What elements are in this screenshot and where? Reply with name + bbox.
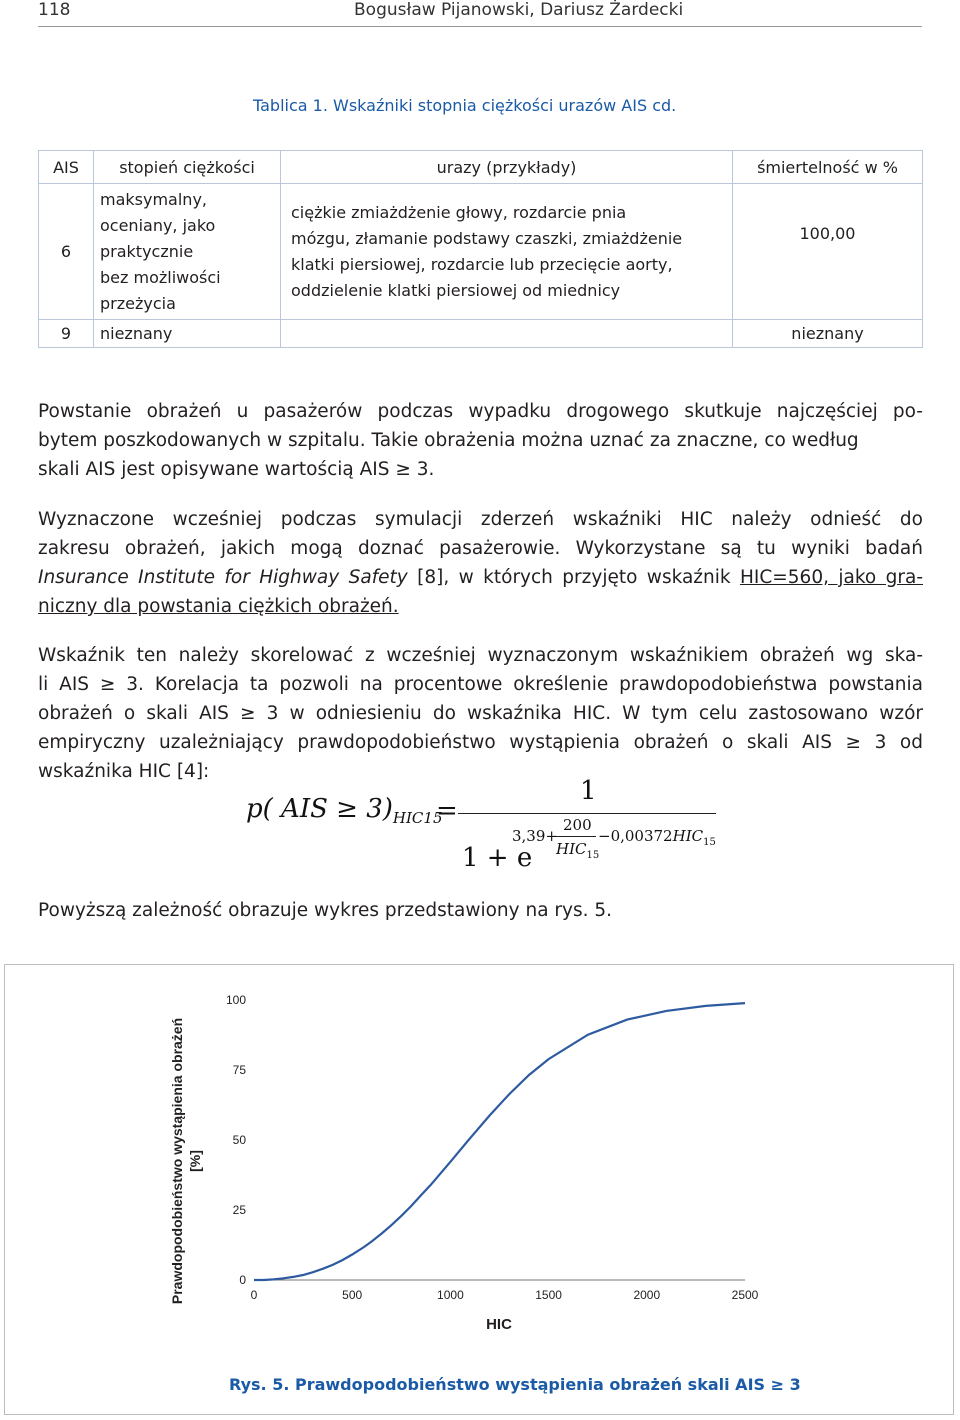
- y-tick-label: 0: [239, 1273, 246, 1287]
- y-axis-label-unit: [%]: [187, 1150, 203, 1172]
- x-tick-label: 500: [342, 1288, 363, 1302]
- text-line: obrażeń o skali AIS ≥ 3 w odniesieniu do wskaźnika HIC. W tym celu zastosowano wzór: [38, 703, 923, 724]
- text-line: Wyznaczone wcześniej podczas symulacji zderzeń wskaźniki HIC należy odnieść do: [38, 509, 923, 530]
- x-tick-label: 1000: [437, 1288, 464, 1302]
- severity-line: maksymalny,: [100, 189, 207, 209]
- table-caption: Tablica 1. Wskaźniki stopnia ciężkości urazów AIS cd.: [253, 96, 677, 115]
- exp-right-var: HIC: [672, 827, 704, 845]
- series-line: [254, 1003, 745, 1280]
- text-line: [38, 592, 923, 621]
- table-header-row: [39, 151, 923, 184]
- underlined-text: HIC=560, jako gra-: [740, 567, 923, 588]
- formula-lhs-sub: HIC15: [392, 809, 443, 828]
- x-tick-label: 2000: [633, 1288, 661, 1302]
- formula-exp-frac-num: 200: [563, 816, 592, 834]
- text-fragment: [8], w których przyjęto wskaźnik: [407, 567, 740, 588]
- header-divider: [38, 26, 922, 27]
- y-tick-label: 75: [232, 1063, 246, 1077]
- text-line: wskaźnika HIC [4]:: [38, 761, 210, 782]
- text-line: empiryczny uzależniający prawdopodobieństwo wystąpienia obrażeń o skali AIS ≥ 3 od: [38, 732, 923, 753]
- exp-den-text: HIC: [556, 840, 587, 858]
- exp-right-text: −0,00372: [598, 827, 673, 845]
- col-header-injuries: urazy (przykłady): [281, 151, 733, 184]
- cell-ais: 6: [39, 184, 94, 320]
- cell-mortality: nieznany: [733, 320, 923, 348]
- fraction-bar: [458, 813, 716, 814]
- severity-line: bez możliwości: [100, 267, 221, 287]
- underlined-text: niczny dla powstania ciężkich obrażeń.: [38, 596, 399, 617]
- formula-lhs: [246, 794, 443, 827]
- figure-frame: [4, 964, 954, 1415]
- injuries-line: ciężkie zmiażdżenie głowy, rozdarcie pnia: [291, 202, 627, 222]
- table-row: [39, 184, 923, 320]
- y-axis-label: [169, 1018, 203, 1304]
- injuries-line: mózgu, złamanie podstawy czaszki, zmiażdżenie: [291, 228, 683, 248]
- x-axis-label: HIC: [486, 1316, 512, 1333]
- probability-chart: [5, 965, 953, 1414]
- y-tick-label: 25: [232, 1203, 246, 1217]
- y-axis-label-line: Prawdopodobieństwo wystąpienia obrażeń: [169, 1017, 185, 1305]
- cell-injuries: [281, 320, 733, 348]
- severity-line: praktycznie: [100, 241, 194, 261]
- text-line: Wskaźnik ten należy skorelować z wcześniej wyznaczonym wskaźnikiem obrażeń wg ska-: [38, 645, 923, 666]
- formula-numerator: 1: [580, 776, 597, 806]
- injuries-line: klatki piersiowej, rozdarcie lub przecięcie aorty,: [291, 254, 673, 274]
- formula-exp-frac-den: [556, 840, 599, 861]
- text-line: bytem poszkodowanych w szpitalu. Takie obrażenia można uznać za znaczne, co według: [38, 430, 859, 451]
- cell-mortality: 100,00: [733, 184, 923, 320]
- col-header-ais: AIS: [39, 151, 94, 184]
- ais-table: [38, 150, 923, 348]
- col-header-mortality: śmiertelność w %: [733, 151, 923, 184]
- severity-line: oceniany, jako: [100, 215, 216, 235]
- text-line: Powstanie obrażeń u pasażerów podczas wypadku drogowego skutkuje najczęściej po-: [38, 401, 923, 422]
- col-header-severity: stopień ciężkości: [94, 151, 281, 184]
- cell-severity: [94, 184, 281, 320]
- y-tick-label: 50: [232, 1133, 246, 1147]
- text-line: skali AIS jest opisywane wartością AIS ≥ 3.: [38, 459, 435, 480]
- severity-line: przeżycia: [100, 293, 176, 313]
- x-tick-label: 0: [250, 1288, 258, 1302]
- formula-exp-left: 3,39+: [512, 827, 558, 845]
- paragraph-4: [38, 896, 923, 925]
- x-tick-label: 2500: [731, 1288, 759, 1302]
- figure-caption: Rys. 5. Prawdopodobieństwo wystąpienia obrażeń skali AIS ≥ 3: [229, 1375, 801, 1394]
- paragraph-1: [38, 397, 923, 484]
- exp-fraction-bar: [556, 836, 596, 837]
- text-line: zakresu obrażeń, jakich mogą doznać pasażerowie. Wykorzystane są tu wyniki badań: [38, 538, 923, 559]
- formula-equals: =: [436, 796, 458, 826]
- exp-right-sub: 15: [703, 837, 716, 848]
- cell-injuries: [281, 184, 733, 320]
- exp-den-sub: 15: [586, 850, 600, 861]
- page-number: 118: [38, 0, 71, 20]
- paragraph-2: [38, 505, 923, 621]
- running-head-authors: Bogusław Pijanowski, Dariusz Żardecki: [354, 0, 684, 20]
- formula-lhs-text: p( AIS ≥ 3): [246, 794, 393, 824]
- formula-denominator: 1 + e: [462, 843, 533, 873]
- text-line: Powyższą zależność obrazuje wykres przedstawiony na rys. 5.: [38, 900, 613, 921]
- citation-italic: Insurance Institute for Highway Safety: [38, 567, 408, 588]
- formula-exp-right: [598, 827, 716, 848]
- cell-severity: nieznany: [94, 320, 281, 348]
- text-line: [38, 563, 923, 592]
- x-tick-label: 1500: [535, 1288, 562, 1302]
- paragraph-3: [38, 641, 923, 786]
- y-tick-label: 100: [225, 993, 246, 1007]
- injuries-line: oddzielenie klatki piersiowej od miednicy: [291, 280, 621, 300]
- table-row: [39, 320, 923, 348]
- text-line: li AIS ≥ 3. Korelacja ta pozwoli na procentowe określenie prawdopodobieństwa powstania: [38, 674, 923, 695]
- cell-ais: 9: [39, 320, 94, 348]
